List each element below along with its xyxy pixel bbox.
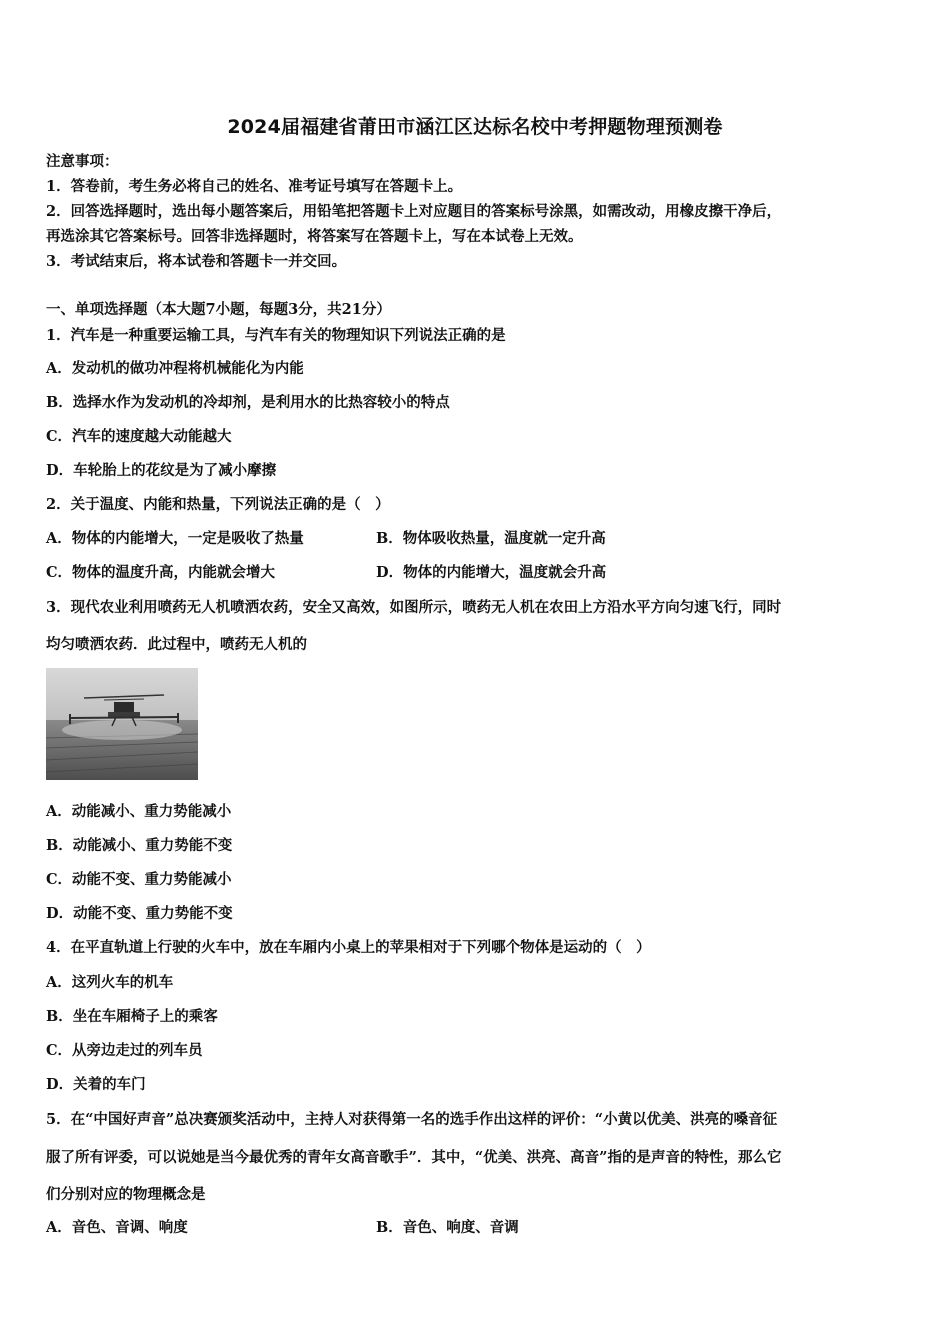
question-2-stem: 2．关于温度、内能和热量，下列说法正确的是（ ） — [46, 496, 390, 513]
notice-heading: 注意事项： — [46, 153, 119, 170]
q2-option-b: B．物体吸收热量，温度就一定升高 — [376, 530, 606, 547]
notice-item-3: 3．考试结束后，将本试卷和答题卡一并交回。 — [46, 253, 347, 270]
drone-photo-image — [46, 668, 198, 780]
q4-option-a: A．这列火车的机车 — [46, 974, 174, 991]
question-5-stem-line-1: 5．在“中国好声音”总决赛颁奖活动中，主持人对获得第一名的选手作出这样的评价：“小黄以优美、洪亮的嗓音征 — [46, 1111, 778, 1128]
notice-item-2: 2．回答选择题时，选出每小题答案后，用铅笔把答题卡上对应题目的答案标号涂黑，如需改动，用橡皮擦干净后， — [46, 203, 782, 220]
q5-option-a: A．音色、音调、响度 — [46, 1219, 188, 1236]
page-title: 2024届福建省莆田市涵江区达标名校中考押题物理预测卷 — [227, 116, 723, 138]
q4-option-b: B．坐在车厢椅子上的乘客 — [46, 1008, 218, 1025]
q5-option-b: B．音色、响度、音调 — [376, 1219, 519, 1236]
question-1-stem: 1．汽车是一种重要运输工具，与汽车有关的物理知识下列说法正确的是 — [46, 327, 506, 344]
q3-option-a: A．动能减小、重力势能减小 — [46, 803, 232, 820]
q1-option-b: B．选择水作为发动机的冷却剂，是利用水的比热容较小的特点 — [46, 394, 450, 411]
question-4-stem: 4．在平直轨道上行驶的火车中，放在车厢内小桌上的苹果相对于下列哪个物体是运动的（ ） — [46, 939, 651, 956]
q3-option-c: C．动能不变、重力势能减小 — [46, 871, 232, 888]
q2-option-d: D．物体的内能增大，温度就会升高 — [376, 564, 607, 581]
q2-option-c: C．物体的温度升高，内能就会增大 — [46, 564, 276, 581]
question-5-stem-line-3: 们分别对应的物理概念是 — [46, 1186, 206, 1203]
q4-option-d: D．关着的车门 — [46, 1076, 146, 1093]
question-5-stem-line-2: 服了所有评委，可以说她是当今最优秀的青年女高音歌手”．其中，“优美、洪亮、高音”指的是声音的特性，那么它 — [46, 1149, 782, 1166]
q3-option-d: D．动能不变、重力势能不变 — [46, 905, 233, 922]
q2-option-a: A．物体的内能增大，一定是吸收了热量 — [46, 530, 304, 547]
q1-option-c: C．汽车的速度越大动能越大 — [46, 428, 232, 445]
drone-photo — [46, 668, 198, 780]
q1-option-d: D．车轮胎上的花纹是为了减小摩擦 — [46, 462, 277, 479]
question-3-stem-line-1: 3．现代农业利用喷药无人机喷洒农药，安全又高效，如图所示，喷药无人机在农田上方沿水平方向匀速飞行，同时 — [46, 599, 782, 616]
notice-item-1: 1．答卷前，考生务必将自己的姓名、准考证号填写在答题卡上。 — [46, 178, 463, 195]
q3-option-b: B．动能减小、重力势能不变 — [46, 837, 233, 854]
question-3-stem-line-2: 均匀喷洒农药．此过程中，喷药无人机的 — [46, 636, 307, 653]
section-heading: 一、单项选择题（本大题7小题，每题3分，共21分） — [46, 301, 391, 318]
q1-option-a: A．发动机的做功冲程将机械能化为内能 — [46, 360, 304, 377]
notice-item-2-cont: 再选涂其它答案标号。回答非选择题时，将答案写在答题卡上，写在本试卷上无效。 — [46, 228, 583, 245]
q4-option-c: C．从旁边走过的列车员 — [46, 1042, 203, 1059]
